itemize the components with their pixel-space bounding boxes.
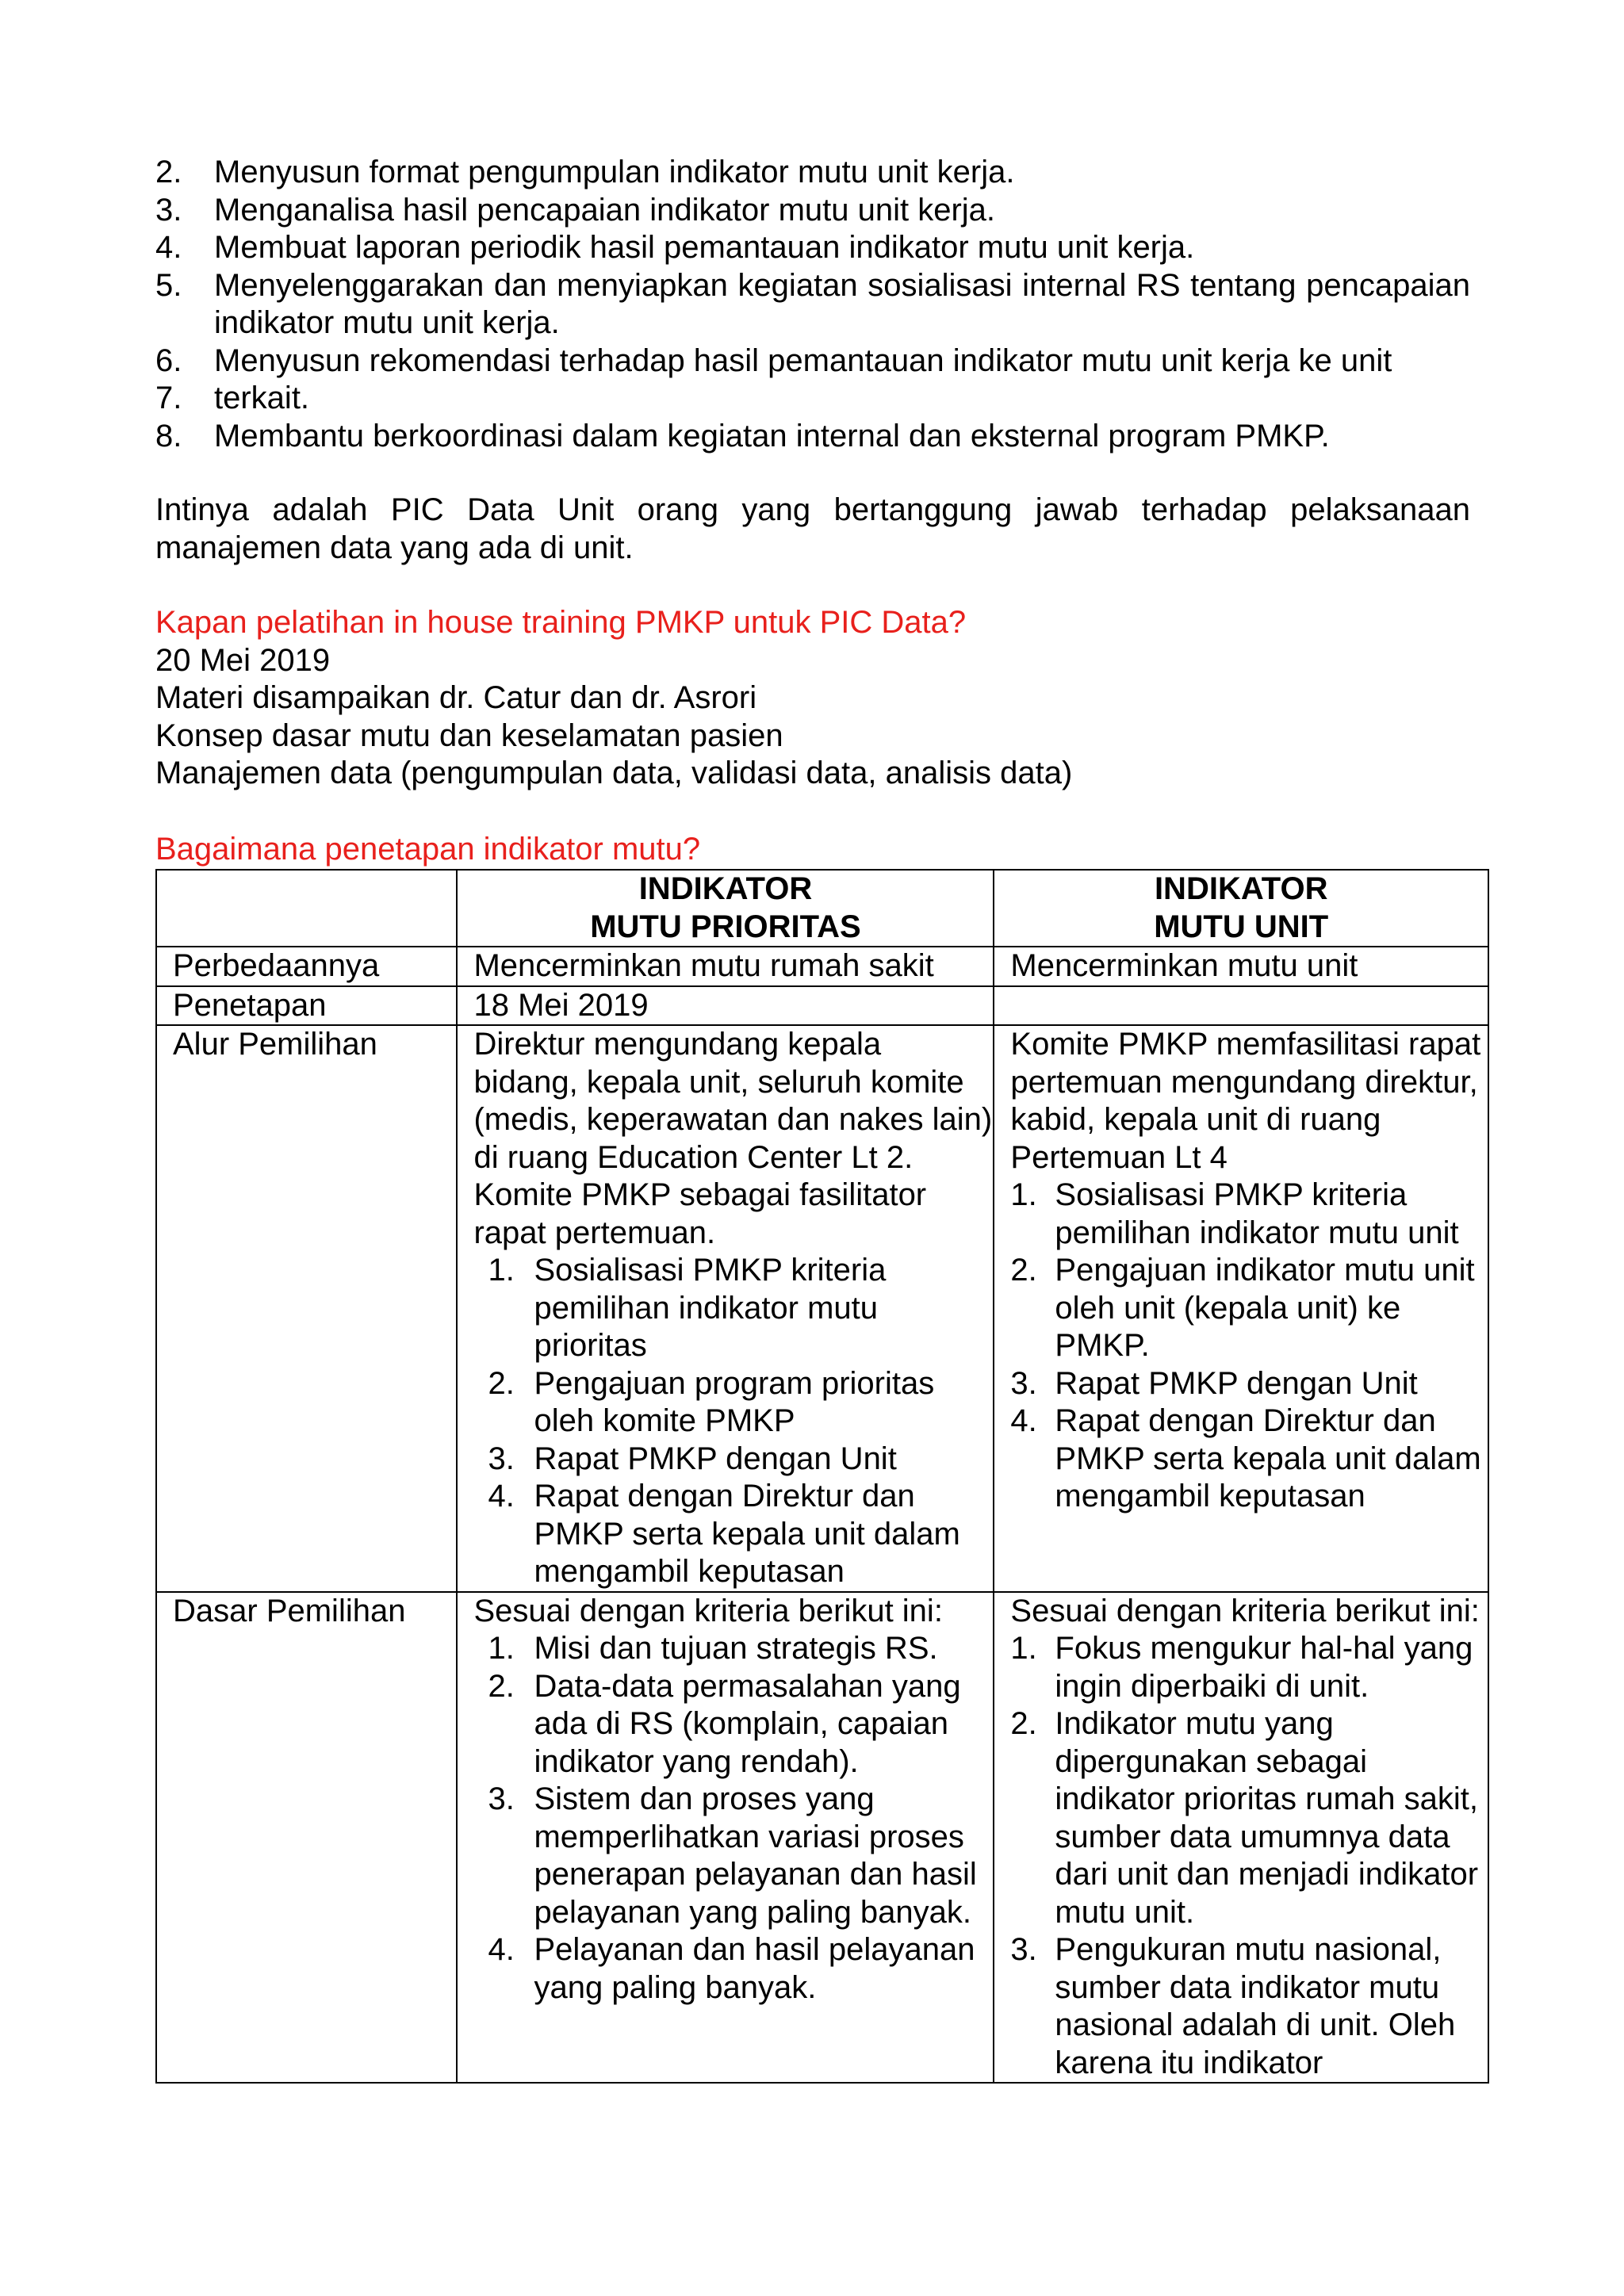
list-item: 5. Menyelenggarakan dan menyiapkan kegiatan sosialisasi internal RS tentang pencapaian indikator mutu unit kerja. [155,267,1470,340]
cell-prioritas: Direktur mengundang kepala bidang, kepala unit, seluruh komite (medis, keperawatan dan nakes lain) di ruang Education Center Lt 2. Komite PMKP sebagai fasilitator rapat pertemuan. 1. Sosialisasi PMKP kriteria pemilihan indikator mutu prioritas 2. Pengajuan program prioritas oleh komite PMKP 3. Rapat PMKP dengan Unit 4. Rapat dengan Direktur dan PMKP serta kepala unit dalam mengambil keputasan [457,1025,994,1592]
cell-unit: Sesuai dengan kriteria berikut ini: 1. Fokus mengukur hal-hal yang ingin diperbaiki di unit. 2. Indikator mutu yang dipergunakan sebagai indikator prioritas rumah sakit, sumber data umumnya data dari unit dan menjadi indikator mutu unit. 3. Pengukuran mutu nasional, sumber data indikator mutu nasional adalah di unit. Oleh karena itu indikator [994,1592,1488,2084]
row-label: Dasar Pemilihan [156,1592,457,2084]
list-item: 1. Sosialisasi PMKP kriteria pemilihan indikator mutu unit [1010,1177,1459,1250]
list-item: 3. Pengukuran mutu nasional, sumber data indikator mutu nasional adalah di unit. Oleh karena itu indikator [1010,1932,1456,2080]
list-item: 3. Menganalisa hasil pencapaian indikator mutu unit kerja. [155,192,996,228]
row-label: Perbedaannya [156,947,457,986]
training-line: Konsep dasar mutu dan keselamatan pasien [155,718,783,753]
indicator-question: Bagaimana penetapan indikator mutu? [155,832,701,867]
training-section [155,604,1470,793]
table-row [156,1592,1488,2084]
row-label: Penetapan [156,986,457,1026]
list-item: 6. Menyusun rekomendasi terhadap hasil pemantauan indikator mutu unit kerja ke unit [155,342,1392,378]
table-row [156,986,1488,1026]
list-item: 2. Menyusun format pengumpulan indikator mutu unit kerja. [155,155,1015,189]
list-item: 1. Fokus mengukur hal-hal yang ingin diperbaiki di unit. [1010,1631,1473,1704]
cell-prioritas: Sesuai dengan kriteria berikut ini: 1. Misi dan tujuan strategis RS. 2. Data-data permasalahan yang ada di RS (komplain, capaian indikator yang rendah). 3. Sistem dan proses yang memperlihatkan variasi proses penerapan pelayanan dan hasil pelayanan yang paling banyak. 4. Pelayanan dan hasil pelayanan yang paling banyak. [457,1592,994,2084]
table-row [156,947,1488,986]
summary-paragraph: Intinya adalah PIC Data Unit orang yang bertanggung jawab terhadap pelaksanaan manajemen data yang ada di unit. [155,492,1470,565]
header-unit: INDIKATOR MUTU UNIT [994,870,1488,947]
cell-prioritas: Mencerminkan mutu rumah sakit [457,947,994,986]
indicator-table [155,869,1489,2084]
training-line: 20 Mei 2019 [155,642,331,678]
list-item: 3. Sistem dan proses yang memperlihatkan variasi proses penerapan pelayanan dan hasil pelayanan yang paling banyak. [488,1781,977,1930]
cell-unit [994,986,1488,1026]
alur-unit-steps [1010,1177,1488,1516]
list-item: 4. Membuat laporan periodik hasil pemantauan indikator mutu unit kerja. [155,230,1195,265]
list-item: 3. Rapat PMKP dengan Unit [488,1441,897,1476]
cell-prioritas: 18 Mei 2019 [457,986,994,1026]
training-line: Materi disampaikan dr. Catur dan dr. Asrori [155,680,757,715]
indicator-section [155,831,1470,869]
training-question: Kapan pelatihan in house training PMKP untuk PIC Data? [155,605,967,640]
list-item: 4. Rapat dengan Direktur dan PMKP serta kepala unit dalam mengambil keputasan [488,1479,960,1589]
row-label: Alur Pemilihan [156,1025,457,1592]
dasar-unit-steps [1010,1630,1488,2082]
list-item: 4. Rapat dengan Direktur dan PMKP serta kepala unit dalam mengambil keputasan [1010,1403,1481,1513]
list-item: 8. Membantu berkoordinasi dalam kegiatan internal dan eksternal program PMKP. [155,418,1330,453]
list-item: 1. Misi dan tujuan strategis RS. [488,1631,938,1666]
table-row [156,1025,1488,1592]
list-item: 1. Sosialisasi PMKP kriteria pemilihan indikator mutu prioritas [488,1253,887,1363]
header-empty-cell [156,870,457,947]
duties-list [155,154,1470,455]
cell-unit: Mencerminkan mutu unit [994,947,1488,986]
table-header-row [156,870,1488,947]
list-item: 2. Indikator mutu yang dipergunakan sebagai indikator prioritas rumah sakit, sumber data umumnya data dari unit dan menjadi indikator mutu unit. [1010,1706,1479,1930]
cell-unit: Komite PMKP memfasilitasi rapat pertemuan mengundang direktur, kabid, kepala unit di ruang Pertemuan Lt 4 1. Sosialisasi PMKP kriteria pemilihan indikator mutu unit 2. Pengajuan indikator mutu unit oleh unit (kepala unit) ke PMKP. 3. Rapat PMKP dengan Unit 4. Rapat dengan Direktur dan PMKP serta kepala unit dalam mengambil keputasan [994,1025,1488,1592]
list-item: 3. Rapat PMKP dengan Unit [1010,1365,1418,1401]
list-item: 4. Pelayanan dan hasil pelayanan yang paling banyak. [488,1932,975,2005]
dasar-prioritas-steps [473,1630,993,2007]
list-item: 7. terkait. [155,381,310,415]
list-item: 2. Pengajuan program prioritas oleh komite PMKP [488,1365,935,1438]
alur-prioritas-steps [473,1252,993,1591]
list-item: 2. Pengajuan indikator mutu unit oleh unit (kepala unit) ke PMKP. [1010,1253,1475,1363]
header-prioritas: INDIKATOR MUTU PRIORITAS [457,870,994,947]
list-item: 2. Data-data permasalahan yang ada di RS (komplain, capaian indikator yang rendah). [488,1668,961,1779]
training-line: Manajemen data (pengumpulan data, validasi data, analisis data) [155,756,1073,790]
